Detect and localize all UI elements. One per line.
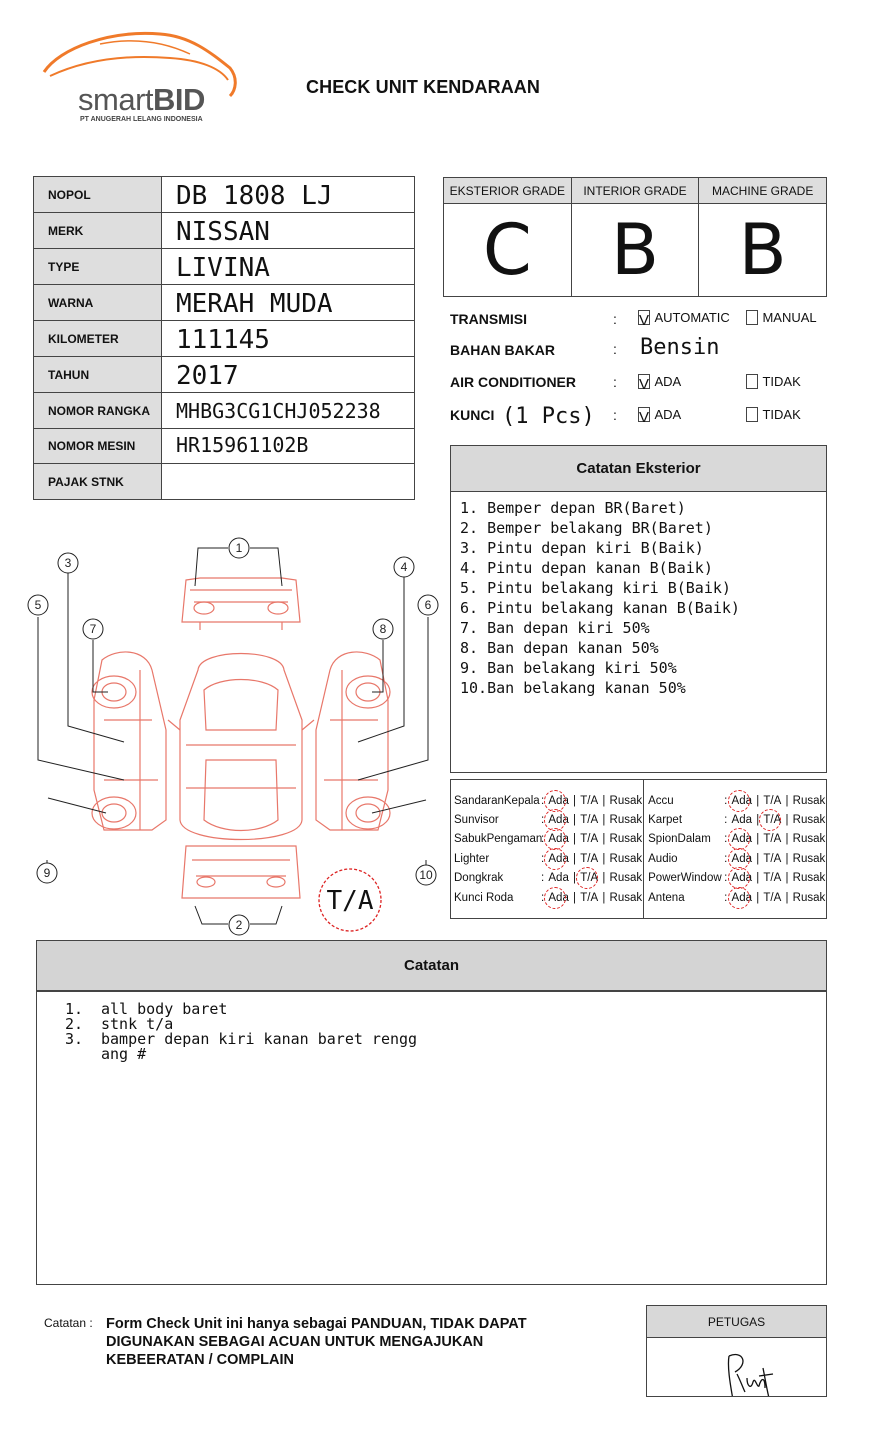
option-ta[interactable]: T/A xyxy=(580,852,599,865)
equipment-name: Antena xyxy=(648,891,685,904)
equipment-name: SabukPengaman xyxy=(454,833,543,846)
equipment-row xyxy=(644,791,826,810)
equipment-name: Sunvisor xyxy=(454,814,499,827)
equipment-options: : Ada | T/A | Rusak xyxy=(724,833,826,846)
info-row-nomor-rangka xyxy=(34,393,414,429)
equipment-name: Dongkrak xyxy=(454,872,504,885)
info-row-nopol xyxy=(34,177,414,213)
option-ta[interactable]: T/A xyxy=(580,833,599,846)
option-rusak[interactable]: Rusak xyxy=(792,833,826,846)
checkbox[interactable] xyxy=(746,310,758,325)
spec-colon: : xyxy=(613,311,617,327)
equipment-row xyxy=(644,888,826,907)
grade-value: B xyxy=(610,209,660,291)
info-label: WARNA xyxy=(34,285,162,320)
option-rusak[interactable]: Rusak xyxy=(792,872,826,885)
equipment-options: : Ada | T/A | Rusak xyxy=(541,814,643,827)
equipment-options: : Ada | T/A | Rusak xyxy=(724,891,826,904)
car-outline xyxy=(89,578,390,898)
spec-colon: : xyxy=(613,374,617,390)
equipment-name: PowerWindow xyxy=(648,872,722,885)
grade-label: INTERIOR GRADE xyxy=(572,178,699,204)
list-item: 10.Ban belakang kanan 50% xyxy=(460,679,686,697)
info-label: KILOMETER xyxy=(34,321,162,356)
list-item: 5. Pintu belakang kiri B(Baik) xyxy=(460,579,731,597)
ac-ada-option xyxy=(638,373,682,394)
option-rusak[interactable]: Rusak xyxy=(792,891,826,904)
grade-label: EKSTERIOR GRADE xyxy=(444,178,571,204)
option-ta[interactable]: T/A xyxy=(580,794,599,807)
equipment-name: Lighter xyxy=(454,852,490,865)
info-label: TYPE xyxy=(34,249,162,284)
info-value: MHBG3CG1CHJ052238 xyxy=(176,399,381,423)
kunci-tidak-option xyxy=(746,406,801,424)
option-label: AUTOMATIC xyxy=(654,310,730,325)
option-rusak[interactable]: Rusak xyxy=(609,833,643,846)
exterior-notes-title: Catatan Eksterior xyxy=(451,446,826,492)
option-rusak[interactable]: Rusak xyxy=(609,814,643,827)
equipment-options: : Ada | T/A | Rusak xyxy=(724,814,826,827)
equipment-row xyxy=(644,849,826,868)
spec-transmisi-label: TRANSMISI xyxy=(450,311,527,327)
logo-company: PT ANUGERAH LELANG INDONESIA xyxy=(80,116,203,123)
marker-label-2: 2 xyxy=(235,918,243,932)
grade-machine xyxy=(699,178,826,296)
pointer-lines xyxy=(38,548,428,924)
list-text: stnk t/a xyxy=(101,1015,174,1033)
marker-label-7: 7 xyxy=(89,622,97,636)
info-value: HR15961102B xyxy=(176,433,309,457)
ac-tidak-option xyxy=(746,373,801,391)
info-row-warna xyxy=(34,285,414,321)
car-damage-diagram xyxy=(20,530,445,940)
exterior-notes-list xyxy=(451,492,826,698)
marker-label-3: 3 xyxy=(64,556,72,570)
info-label: NOMOR RANGKA xyxy=(34,393,162,428)
list-item xyxy=(65,1002,826,1017)
option-ada[interactable]: Ada xyxy=(548,794,569,807)
option-ta[interactable]: T/A xyxy=(763,833,782,846)
info-value: MERAH MUDA xyxy=(176,289,333,319)
info-label: NOPOL xyxy=(34,177,162,212)
bahan-bakar-value: Bensin xyxy=(640,335,720,360)
equipment-row xyxy=(451,791,643,810)
option-ta[interactable]: T/A xyxy=(580,814,599,827)
equipment-column-left xyxy=(451,780,644,918)
info-value: 111145 xyxy=(176,325,270,355)
info-row-merk xyxy=(34,213,414,249)
notes-list xyxy=(37,992,826,1062)
marker-label-1: 1 xyxy=(235,541,243,555)
marker-label-8: 8 xyxy=(379,622,387,636)
info-row-tahun xyxy=(34,357,414,393)
info-row-type xyxy=(34,249,414,285)
option-rusak[interactable]: Rusak xyxy=(792,814,826,827)
grade-value: B xyxy=(738,209,787,291)
footer-label: Catatan : xyxy=(44,1316,93,1330)
equipment-row xyxy=(451,888,643,907)
equipment-options: : Ada | T/A | Rusak xyxy=(541,833,643,846)
equipment-options: : Ada | T/A | Rusak xyxy=(541,891,643,904)
notes-box xyxy=(36,940,827,1285)
stamp-ta: T/A xyxy=(326,886,374,916)
equipment-name: Kunci Roda xyxy=(454,891,514,904)
option-rusak[interactable]: Rusak xyxy=(609,852,643,865)
marker-label-6: 6 xyxy=(424,598,432,612)
equipment-name: SandaranKepala xyxy=(454,794,540,807)
equipment-row xyxy=(451,869,643,888)
info-value: DB 1808 LJ xyxy=(176,181,333,211)
kunci-ada-option xyxy=(638,406,682,427)
grade-interior xyxy=(572,178,700,296)
checkbox[interactable] xyxy=(746,374,758,389)
equipment-row xyxy=(451,849,643,868)
info-value: NISSAN xyxy=(176,217,270,247)
spec-ac-label: AIR CONDITIONER xyxy=(450,374,576,390)
check-mark: V xyxy=(639,409,650,427)
marker-label-9: 9 xyxy=(43,866,51,880)
equipment-row xyxy=(644,830,826,849)
option-ada[interactable]: Ada xyxy=(548,852,569,865)
equipment-name: SpionDalam xyxy=(648,833,711,846)
list-item: 4. Pintu depan kanan B(Baik) xyxy=(460,559,713,577)
option-ada[interactable]: Ada xyxy=(731,852,752,865)
option-ta[interactable]: T/A xyxy=(763,814,782,827)
list-item: 8. Ban depan kanan 50% xyxy=(460,639,659,657)
info-label: NOMOR MESIN xyxy=(34,429,162,463)
document-title: CHECK UNIT KENDARAAN xyxy=(306,77,540,97)
info-row-kilometer xyxy=(34,321,414,357)
list-item: 3. Pintu depan kiri B(Baik) xyxy=(460,539,704,557)
info-label: MERK xyxy=(34,213,162,248)
option-ta[interactable]: T/A xyxy=(763,872,782,885)
equipment-options: : Ada | T/A | Rusak xyxy=(724,872,826,885)
petugas-box xyxy=(646,1305,827,1397)
option-ta[interactable]: T/A xyxy=(763,852,782,865)
list-item: 7. Ban depan kiri 50% xyxy=(460,619,650,637)
transmisi-automatic-option xyxy=(638,309,730,330)
info-value xyxy=(162,464,414,499)
marker-label-4: 4 xyxy=(400,560,408,574)
petugas-label: PETUGAS xyxy=(647,1306,826,1338)
kunci-count: (1 Pcs) xyxy=(502,404,595,429)
option-label: TIDAK xyxy=(762,374,801,389)
option-ada[interactable]: Ada xyxy=(548,891,569,904)
option-rusak[interactable]: Rusak xyxy=(792,794,826,807)
equipment-options: : Ada | T/A | Rusak xyxy=(541,852,643,865)
option-ada[interactable]: Ada xyxy=(731,891,752,904)
option-rusak[interactable]: Rusak xyxy=(792,852,826,865)
checkbox[interactable] xyxy=(746,407,758,422)
option-ada[interactable]: Ada xyxy=(548,833,569,846)
signature xyxy=(647,1338,828,1396)
checkbox-checked[interactable] xyxy=(638,310,650,330)
equipment-row xyxy=(644,869,826,888)
grade-label: MACHINE GRADE xyxy=(699,178,826,204)
option-ada[interactable]: Ada xyxy=(548,814,569,827)
option-rusak[interactable]: Rusak xyxy=(609,794,643,807)
smartbid-logo xyxy=(40,28,250,133)
equipment-name: Audio xyxy=(648,852,678,865)
option-ada[interactable]: Ada xyxy=(548,872,569,885)
equipment-options: : Ada | T/A | Rusak xyxy=(724,794,826,807)
transmisi-manual-option xyxy=(746,309,817,327)
info-row-pajak-stnk xyxy=(34,464,414,499)
spec-bahan-bakar-label: BAHAN BAKAR xyxy=(450,342,555,358)
checkbox-checked[interactable] xyxy=(638,374,650,394)
option-ta[interactable]: T/A xyxy=(580,872,599,885)
vehicle-info-table xyxy=(33,176,415,500)
logo-text-bid: BID xyxy=(153,82,205,117)
equipment-options: : Ada | T/A | Rusak xyxy=(541,794,643,807)
grades-table xyxy=(443,177,827,297)
list-item: 6. Pintu belakang kanan B(Baik) xyxy=(460,599,740,617)
option-label: MANUAL xyxy=(762,310,817,325)
equipment-row xyxy=(451,830,643,849)
list-item: 9. Ban belakang kiri 50% xyxy=(460,659,677,677)
option-ada[interactable]: Ada xyxy=(731,833,752,846)
equipment-column-right xyxy=(644,780,826,918)
info-value: 2017 xyxy=(176,361,239,391)
option-ada[interactable]: Ada xyxy=(731,794,752,807)
option-ada[interactable]: Ada xyxy=(731,814,752,827)
equipment-name: Karpet xyxy=(648,814,683,827)
equipment-row xyxy=(451,810,643,829)
notes-title: Catatan xyxy=(37,941,826,992)
grade-exterior xyxy=(444,178,572,296)
option-label: ADA xyxy=(654,374,682,389)
spec-colon: : xyxy=(613,407,617,423)
marker-label-10: 10 xyxy=(419,868,433,882)
option-ada[interactable]: Ada xyxy=(731,872,752,885)
list-number: 2. xyxy=(65,1015,84,1033)
list-text: all body baret xyxy=(101,1000,228,1018)
option-rusak[interactable]: Rusak xyxy=(609,891,643,904)
equipment-options: : Ada | T/A | Rusak xyxy=(541,872,643,885)
option-ta[interactable]: T/A xyxy=(580,891,599,904)
option-label: ADA xyxy=(654,407,682,422)
list-item xyxy=(65,1032,826,1062)
list-item: 2. Bemper belakang BR(Baret) xyxy=(460,519,713,537)
info-label: PAJAK STNK xyxy=(34,464,162,499)
info-label: TAHUN xyxy=(34,357,162,392)
equipment-row xyxy=(644,810,826,829)
exterior-notes-box xyxy=(450,445,827,773)
check-mark: V xyxy=(639,312,650,330)
equipment-name: Accu xyxy=(648,794,674,807)
equipment-options: : Ada | T/A | Rusak xyxy=(724,852,826,865)
check-mark: V xyxy=(639,376,650,394)
option-ta[interactable]: T/A xyxy=(763,794,782,807)
info-row-nomor-mesin xyxy=(34,429,414,464)
info-value: LIVINA xyxy=(176,253,270,283)
option-label: TIDAK xyxy=(762,407,801,422)
car-diagram-svg xyxy=(20,530,445,940)
footer-disclaimer: Form Check Unit ini hanya sebagai PANDUAN, TIDAK DAPAT DIGUNAKAN SEBAGAI ACUAN UNTUK MENGAJUKAN KEBEERATAN / COMPLAIN xyxy=(106,1316,527,1368)
list-item: 1. Bemper depan BR(Baret) xyxy=(460,499,686,517)
spec-kunci-label: KUNCI xyxy=(450,407,495,423)
logo-text-smart: smart xyxy=(78,82,153,117)
option-rusak[interactable]: Rusak xyxy=(609,872,643,885)
list-text: bamper depan kiri kanan baret rengg ang # xyxy=(101,1030,418,1063)
checkbox-checked[interactable] xyxy=(638,407,650,427)
list-number: 1. xyxy=(65,1000,84,1018)
marker-label-5: 5 xyxy=(34,598,42,612)
equipment-checklist xyxy=(450,779,827,919)
grade-value: C xyxy=(482,209,532,291)
spec-colon: : xyxy=(613,341,617,357)
option-ta[interactable]: T/A xyxy=(763,891,782,904)
list-number: 3. xyxy=(65,1030,84,1048)
